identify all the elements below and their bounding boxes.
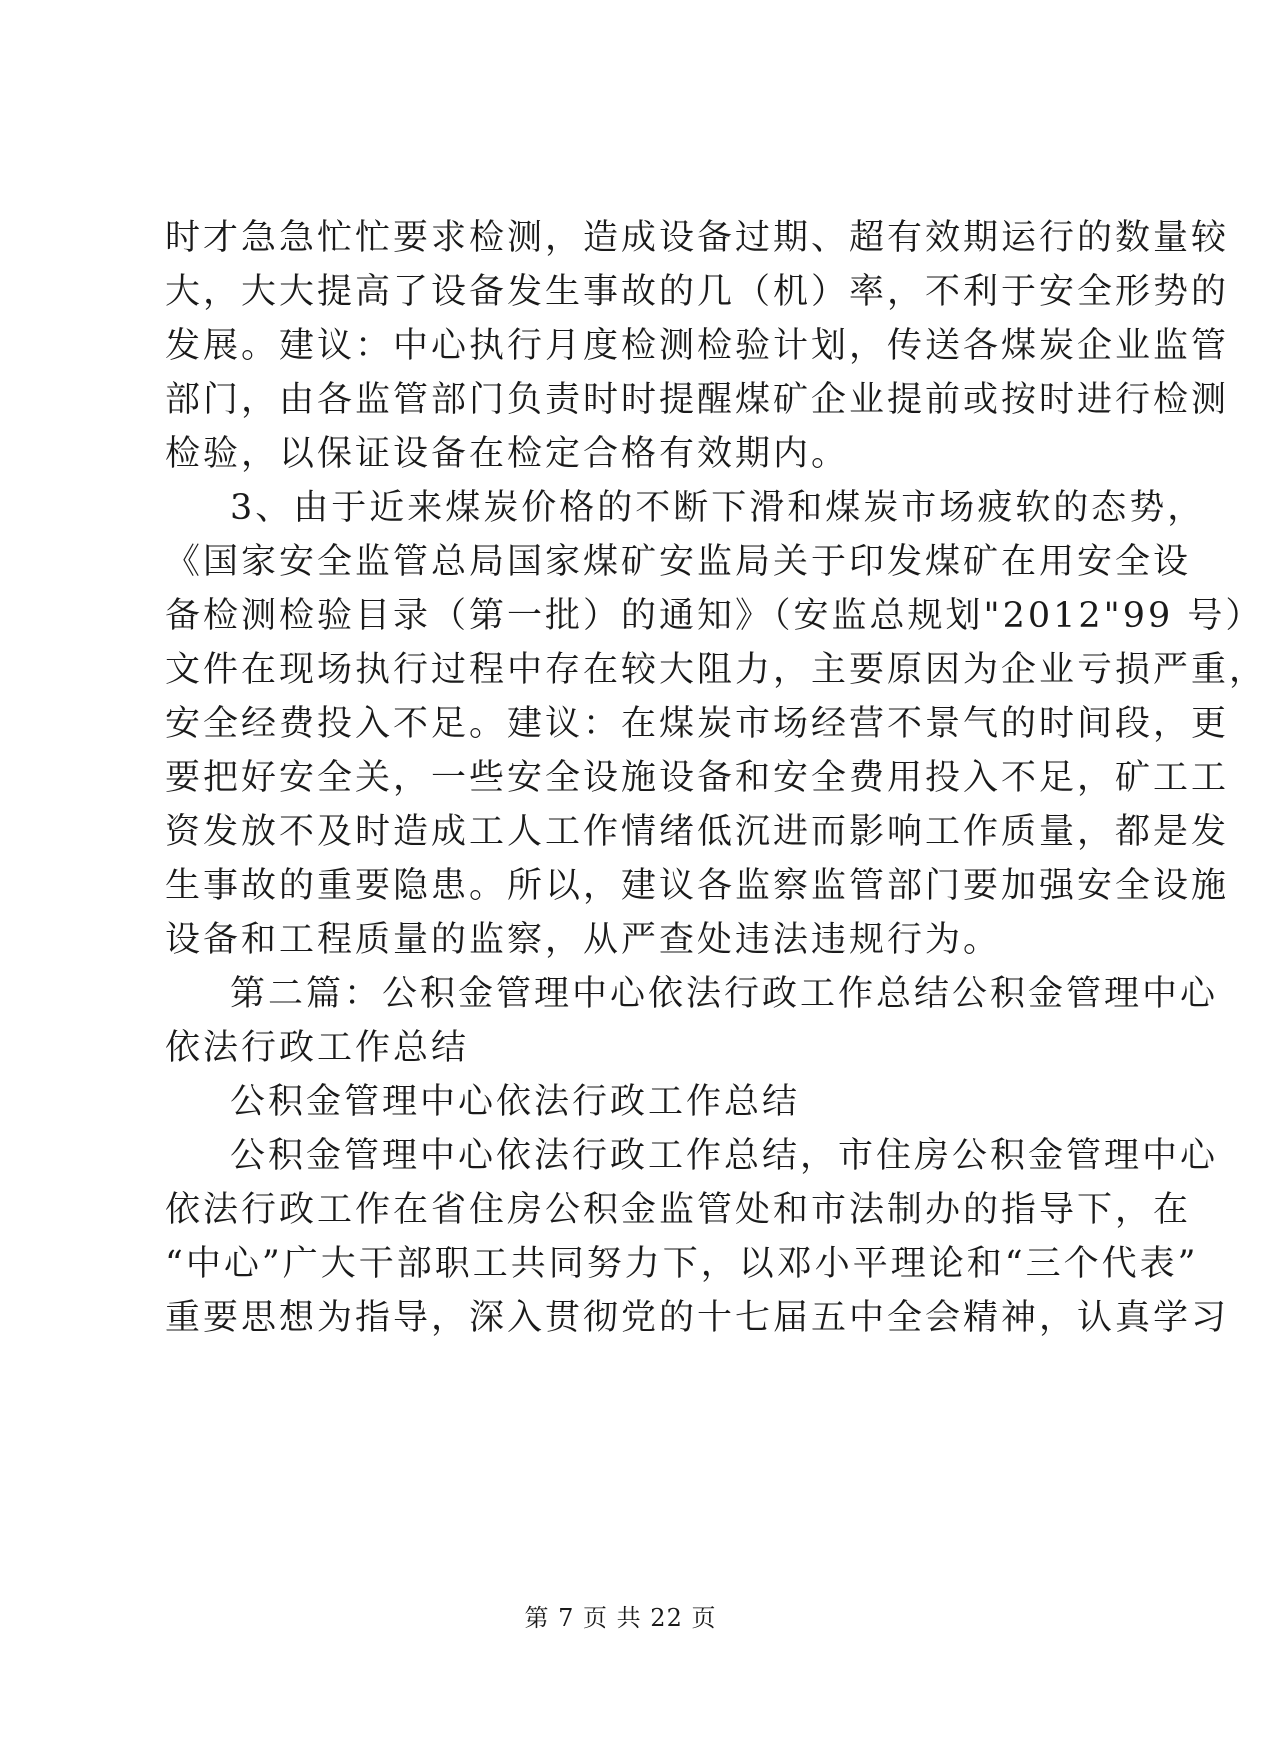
text-line: 资发放不及时造成工人工作情绪低沉进而影响工作质量，都是发 — [165, 812, 1230, 852]
text-line: 《国家安全监管总局国家煤矿安监局关于印发煤矿在用安全设 — [165, 542, 1192, 582]
text-line: “中心”广大干部职工共同努力下，以邓小平理论和“三个代表” — [165, 1244, 1199, 1284]
text-line: 时才急急忙忙要求检测，造成设备过期、超有效期运行的数量较 — [165, 218, 1230, 258]
text-line: 大，大大提高了设备发生事故的几（机）率，不利于安全形势的 — [165, 272, 1230, 312]
text-line: 文件在现场执行过程中存在较大阻力，主要原因为企业亏损严重， — [165, 650, 1267, 690]
text-line: 重要思想为指导，深入贯彻党的十七届五中全会精神，认真学习 — [165, 1298, 1230, 1338]
subtitle: 公积金管理中心依法行政工作总结 — [230, 1082, 801, 1122]
text-line: 3、由于近来煤炭价格的不断下滑和煤炭市场疲软的态势， — [230, 488, 1206, 528]
text-line: 生事故的重要隐患。所以，建议各监察监管部门要加强安全设施 — [165, 866, 1230, 906]
text-line: 依法行政工作在省住房公积金监管处和市法制办的指导下，在 — [165, 1190, 1192, 1230]
text-line: 备检测检验目录（第一批）的通知》（安监总规划"2012"99 号） — [165, 596, 1264, 636]
text-line: 要把好安全关，一些安全设施设备和安全费用投入不足，矿工工 — [165, 758, 1230, 798]
text-line: 公积金管理中心依法行政工作总结，市住房公积金管理中心 — [230, 1136, 1219, 1176]
text-line: 安全经费投入不足。建议：在煤炭市场经营不景气的时间段，更 — [165, 704, 1230, 744]
section-heading: 依法行政工作总结 — [165, 1028, 470, 1068]
text-line: 检验，以保证设备在检定合格有效期内。 — [165, 434, 850, 474]
text-line: 设备和工程质量的监察，从严查处违法违规行为。 — [165, 920, 1002, 960]
text-line: 部门，由各监管部门负责时时提醒煤矿企业提前或按时进行检测 — [165, 380, 1230, 420]
section-heading: 第二篇：公积金管理中心依法行政工作总结公积金管理中心 — [230, 974, 1219, 1014]
page-number: 第 7 页 共 22 页 — [524, 1604, 717, 1632]
text-line: 发展。建议：中心执行月度检测检验计划，传送各煤炭企业监管 — [165, 326, 1230, 366]
